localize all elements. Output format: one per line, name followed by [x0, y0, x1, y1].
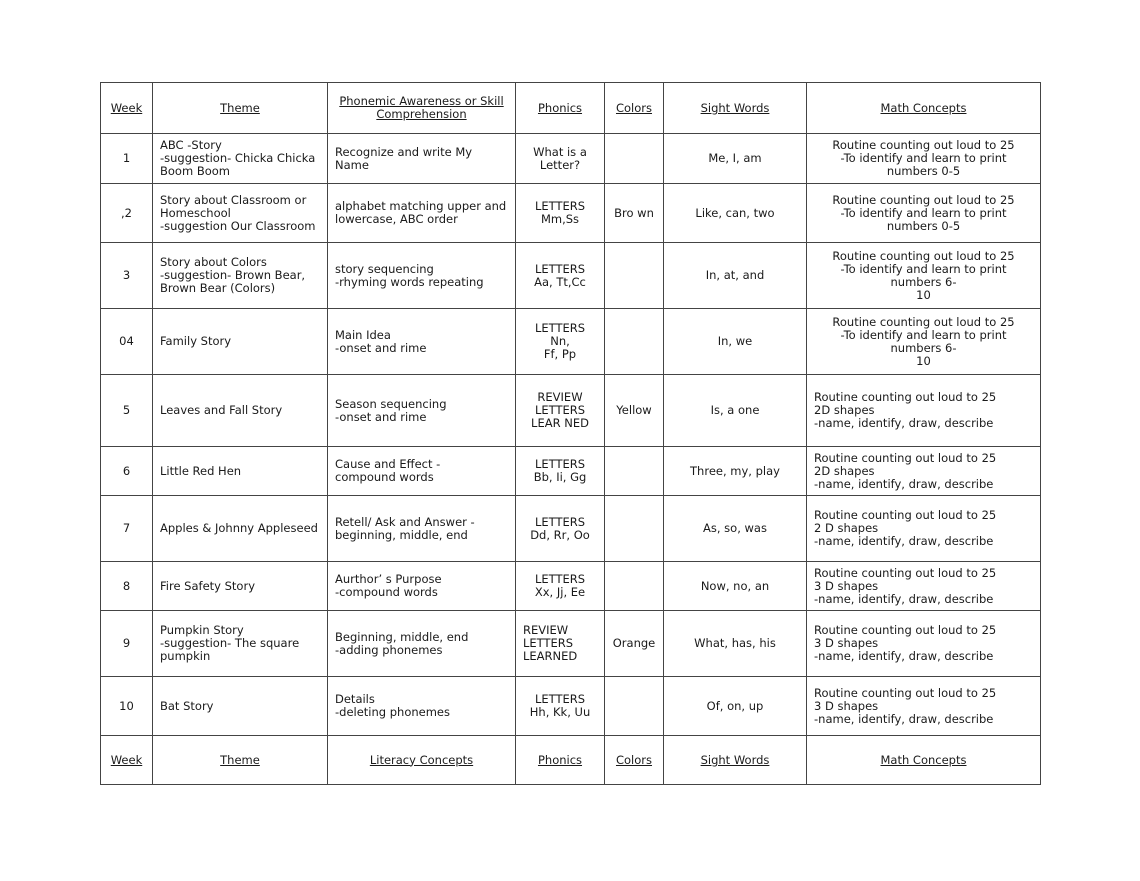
table-row [101, 134, 1041, 184]
skill-cell: Season sequencing -onset and rime [328, 375, 516, 447]
math-cell: Routine counting out loud to 25 -To identify and learn to print numbers 0-5 [807, 184, 1041, 243]
skill-cell: story sequencing -rhyming words repeating [328, 243, 516, 309]
colors-cell [605, 447, 664, 496]
colors-cell [605, 134, 664, 184]
table-row [101, 611, 1041, 677]
table-row [101, 562, 1041, 611]
math-cell: Routine counting out loud to 25 2 D shapes -name, identify, draw, describe [807, 496, 1041, 562]
colors-cell [605, 243, 664, 309]
colors-cell: Yellow [605, 375, 664, 447]
table-row [101, 309, 1041, 375]
colors-cell [605, 496, 664, 562]
math-cell: Routine counting out loud to 25 2D shapes -name, identify, draw, describe [807, 447, 1041, 496]
sight-words-cell: In, at, and [664, 243, 807, 309]
colors-cell [605, 677, 664, 736]
phonics-cell: LETTERS Mm,Ss [516, 184, 605, 243]
week-cell: 8 [101, 562, 153, 611]
week-cell: 5 [101, 375, 153, 447]
skill-cell: Recognize and write My Name [328, 134, 516, 184]
math-cell: Routine counting out loud to 25 -To identify and learn to print numbers 0-5 [807, 134, 1041, 184]
sight-words-cell: Of, on, up [664, 677, 807, 736]
colors-cell [605, 562, 664, 611]
week-cell: ,2 [101, 184, 153, 243]
footer-colors: Colors [605, 736, 664, 785]
phonics-cell: REVIEW LETTERS LEARNED [516, 611, 605, 677]
theme-cell: Leaves and Fall Story [153, 375, 328, 447]
skill-cell: Beginning, middle, end -adding phonemes [328, 611, 516, 677]
footer-literacy: Literacy Concepts [328, 736, 516, 785]
footer-phonics: Phonics [516, 736, 605, 785]
phonics-cell: LETTERS Aa, Tt,Cc [516, 243, 605, 309]
sight-words-cell: As, so, was [664, 496, 807, 562]
table-row [101, 184, 1041, 243]
week-cell: 6 [101, 447, 153, 496]
header-sight-words: Sight Words [664, 83, 807, 134]
header-phonics: Phonics [516, 83, 605, 134]
footer-theme: Theme [153, 736, 328, 785]
phonics-cell: REVIEW LETTERS LEAR NED [516, 375, 605, 447]
math-cell: Routine counting out loud to 25 3 D shapes -name, identify, draw, describe [807, 677, 1041, 736]
skill-cell: alphabet matching upper and lowercase, ABC order [328, 184, 516, 243]
colors-cell: Bro wn [605, 184, 664, 243]
math-cell: Routine counting out loud to 25 -To identify and learn to print numbers 6- 10 [807, 243, 1041, 309]
header-math: Math Concepts [807, 83, 1041, 134]
header-theme: Theme [153, 83, 328, 134]
theme-cell: Pumpkin Story -suggestion- The square pumpkin [153, 611, 328, 677]
header-phonemic: Phonemic Awareness or Skill Comprehension [328, 83, 516, 134]
sight-words-cell: Is, a one [664, 375, 807, 447]
week-cell: 3 [101, 243, 153, 309]
sight-words-cell: What, has, his [664, 611, 807, 677]
phonics-cell: LETTERS Dd, Rr, Oo [516, 496, 605, 562]
math-cell: Routine counting out loud to 25 3 D shapes -name, identify, draw, describe [807, 611, 1041, 677]
curriculum-table [100, 82, 1041, 785]
skill-cell: Aurthor’ s Purpose -compound words [328, 562, 516, 611]
phonics-cell: What is a Letter? [516, 134, 605, 184]
footer-row [101, 736, 1041, 785]
header-colors: Colors [605, 83, 664, 134]
theme-cell: Fire Safety Story [153, 562, 328, 611]
table-row [101, 243, 1041, 309]
sight-words-cell: In, we [664, 309, 807, 375]
math-cell: Routine counting out loud to 25 2D shapes -name, identify, draw, describe [807, 375, 1041, 447]
theme-cell: ABC -Story -suggestion- Chicka Chicka Boom Boom [153, 134, 328, 184]
week-cell: 1 [101, 134, 153, 184]
theme-cell: Family Story [153, 309, 328, 375]
theme-cell: Story about Classroom or Homeschool -suggestion Our Classroom [153, 184, 328, 243]
skill-cell: Main Idea -onset and rime [328, 309, 516, 375]
week-cell: 9 [101, 611, 153, 677]
skill-cell: Details -deleting phonemes [328, 677, 516, 736]
phonics-cell: LETTERS Nn, Ff, Pp [516, 309, 605, 375]
table-row [101, 447, 1041, 496]
table-row [101, 375, 1041, 447]
sight-words-cell: Three, my, play [664, 447, 807, 496]
theme-cell: Apples & Johnny Appleseed [153, 496, 328, 562]
math-cell: Routine counting out loud to 25 -To identify and learn to print numbers 6- 10 [807, 309, 1041, 375]
table-row [101, 496, 1041, 562]
phonics-cell: LETTERS Bb, Ii, Gg [516, 447, 605, 496]
colors-cell [605, 309, 664, 375]
header-row [101, 83, 1041, 134]
footer-week: Week [101, 736, 153, 785]
skill-cell: Retell/ Ask and Answer - beginning, middle, end [328, 496, 516, 562]
sight-words-cell: Now, no, an [664, 562, 807, 611]
phonics-cell: LETTERS Xx, Jj, Ee [516, 562, 605, 611]
header-week: Week [101, 83, 153, 134]
theme-cell: Little Red Hen [153, 447, 328, 496]
footer-math: Math Concepts [807, 736, 1041, 785]
sight-words-cell: Like, can, two [664, 184, 807, 243]
theme-cell: Bat Story [153, 677, 328, 736]
week-cell: 04 [101, 309, 153, 375]
theme-cell: Story about Colors -suggestion- Brown Bear, Brown Bear (Colors) [153, 243, 328, 309]
week-cell: 7 [101, 496, 153, 562]
table-row [101, 677, 1041, 736]
sight-words-cell: Me, I, am [664, 134, 807, 184]
math-cell: Routine counting out loud to 25 3 D shapes -name, identify, draw, describe [807, 562, 1041, 611]
phonics-cell: LETTERS Hh, Kk, Uu [516, 677, 605, 736]
skill-cell: Cause and Effect - compound words [328, 447, 516, 496]
footer-sight-words: Sight Words [664, 736, 807, 785]
colors-cell: Orange [605, 611, 664, 677]
week-cell: 10 [101, 677, 153, 736]
